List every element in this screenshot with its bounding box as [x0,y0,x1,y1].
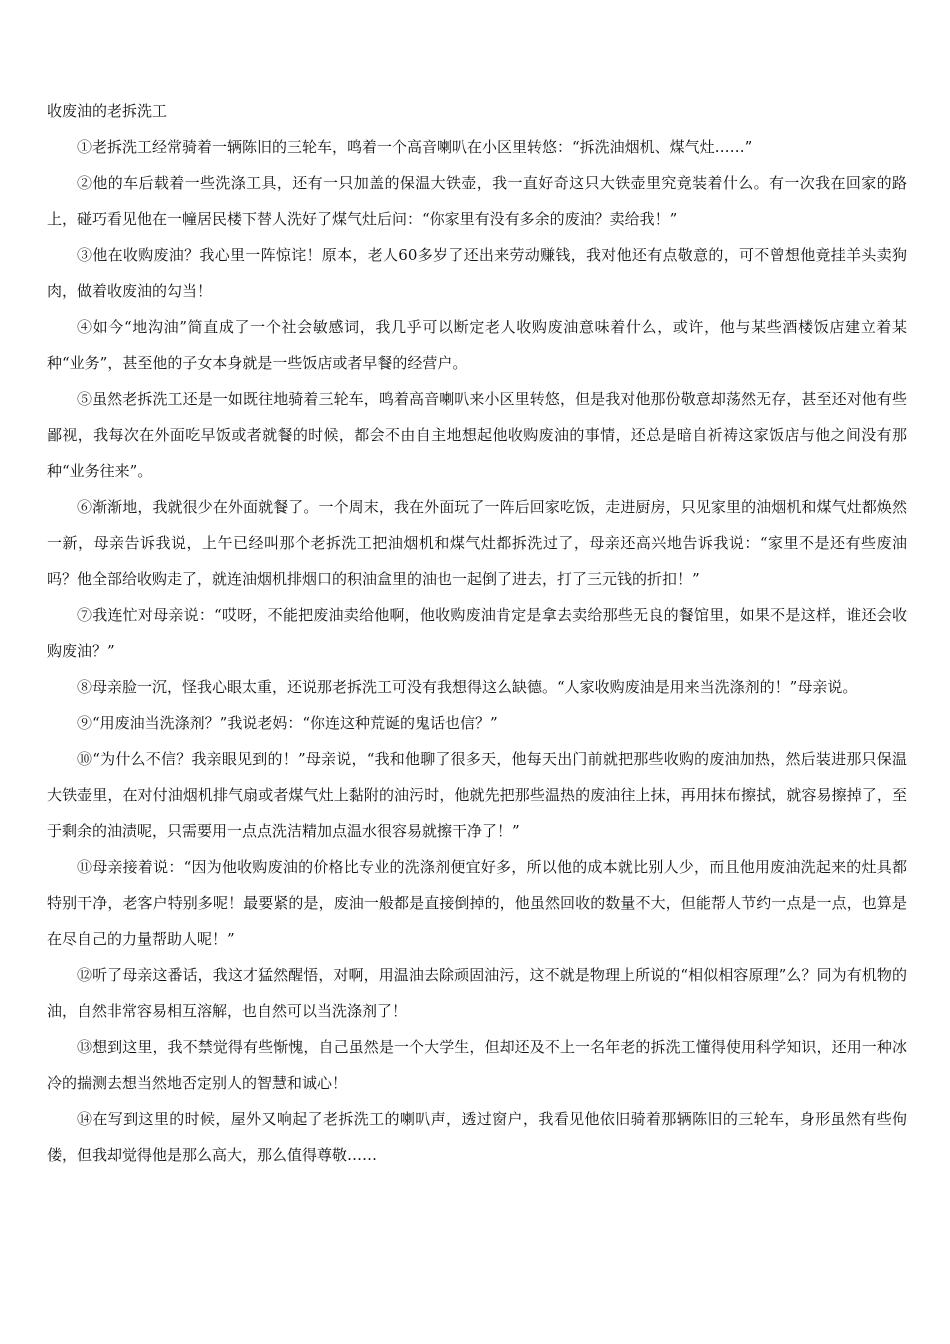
paragraph-12: ⑫听了母亲这番话，我这才猛然醒悟，对啊，用温油去除顽固油污，这不就是物理上所说的“相似相容原理”么？同为有机物的油，自然非常容易相互溶解，也自然可以当洗涤剂了！ [47,966,907,1020]
paragraph-14: ⑭在写到这里的时候，屋外又响起了老拆洗工的喇叭声，透过窗户，我看见他依旧骑着那辆陈旧的三轮车，身形虽然有些佝偻，但我却觉得他是那么高大，那么值得尊敬…… [47,1110,907,1164]
document-page [47,93,907,1173]
paragraph-9: ⑨“用废油当洗涤剂？”我说老妈：“你连这种荒诞的鬼话也信？” [77,714,498,732]
paragraph-4: ④如今“地沟油”简直成了一个社会敏感词，我几乎可以断定老人收购废油意味着什么，或许，他与某些酒楼饭店建立着某种“业务”，甚至他的子女本身就是一些饭店或者早餐的经营户。 [47,318,907,372]
paragraph-13: ⑬想到这里，我不禁觉得有些惭愧，自己虽然是一个大学生，但却还及不上一名年老的拆洗工懂得使用科学知识，还用一种冰冷的揣测去想当然地否定别人的智慧和诚心！ [47,1038,907,1092]
article-title: 收废油的老拆洗工 [47,102,168,120]
paragraph-2: ②他的车后载着一些洗涤工具，还有一只加盖的保温大铁壶，我一直好奇这只大铁壶里究竟装着什么。有一次我在回家的路上，碰巧看见他在一幢居民楼下替人洗好了煤气灶后问：“你家里有没有多余的废油？卖给我！” [47,174,907,228]
paragraph-7: ⑦我连忙对母亲说：“哎呀，不能把废油卖给他啊，他收购废油肯定是拿去卖给那些无良的餐馆里，如果不是这样，谁还会收购废油？” [47,606,907,660]
paragraph-5: ⑤虽然老拆洗工还是一如既往地骑着三轮车，鸣着高音喇叭来小区里转悠，但是我对他那份敬意却荡然无存，甚至还对他有些鄙视，我每次在外面吃早饭或者就餐的时候，都会不由自主地想起他收购废油的事情，还总是暗自祈祷这家饭店与他之间没有那种“业务往来”。 [47,390,907,480]
paragraph-10: ⑩“为什么不信？我亲眼见到的！”母亲说，“我和他聊了很多天，他每天出门前就把那些收购的废油加热，然后装进那只保温大铁壶里，在对付油烟机排气扇或者煤气灶上黏附的油污时，他就先把那些温热的废油往上抹，再用抹布擦拭，就容易擦掉了，至于剩余的油渍呢，只需要用一点点洗洁精加点温水很容易就擦干净了！” [47,750,907,840]
paragraph-8: ⑧母亲脸一沉，怪我心眼太重，还说那老拆洗工可没有我想得这么缺德。“人家收购废油是用来当洗涤剂的！”母亲说。 [77,678,858,696]
paragraph-1: ①老拆洗工经常骑着一辆陈旧的三轮车，鸣着一个高音喇叭在小区里转悠：“拆洗油烟机、煤气灶……” [77,138,753,156]
paragraph-11: ⑪母亲接着说：“因为他收购废油的价格比专业的洗涤剂便宜好多，所以他的成本就比别人少，而且他用废油洗起来的灶具都特别干净，老客户特别多呢！最要紧的是，废油一般都是直接倒掉的，他虽然回收的数量不大，但能帮人节约一点是一点，也算是在尽自己的力量帮助人呢！” [47,858,907,948]
paragraph-3: ③他在收购废油？我心里一阵惊诧！原本，老人60多岁了还出来劳动赚钱，我对他还有点敬意的，可不曾想他竟挂羊头卖狗肉，做着收废油的勾当！ [47,246,907,300]
paragraph-6: ⑥渐渐地，我就很少在外面就餐了。一个周末，我在外面玩了一阵后回家吃饭，走进厨房，只见家里的油烟机和煤气灶都焕然一新，母亲告诉我说，上午已经叫那个老拆洗工把油烟机和煤气灶都拆洗过了，母亲还高兴地告诉我说：“家里不是还有些废油吗？他全部给收购走了，就连油烟机排烟口的积油盒里的油也一起倒了进去，打了三元钱的折扣！” [47,498,907,588]
